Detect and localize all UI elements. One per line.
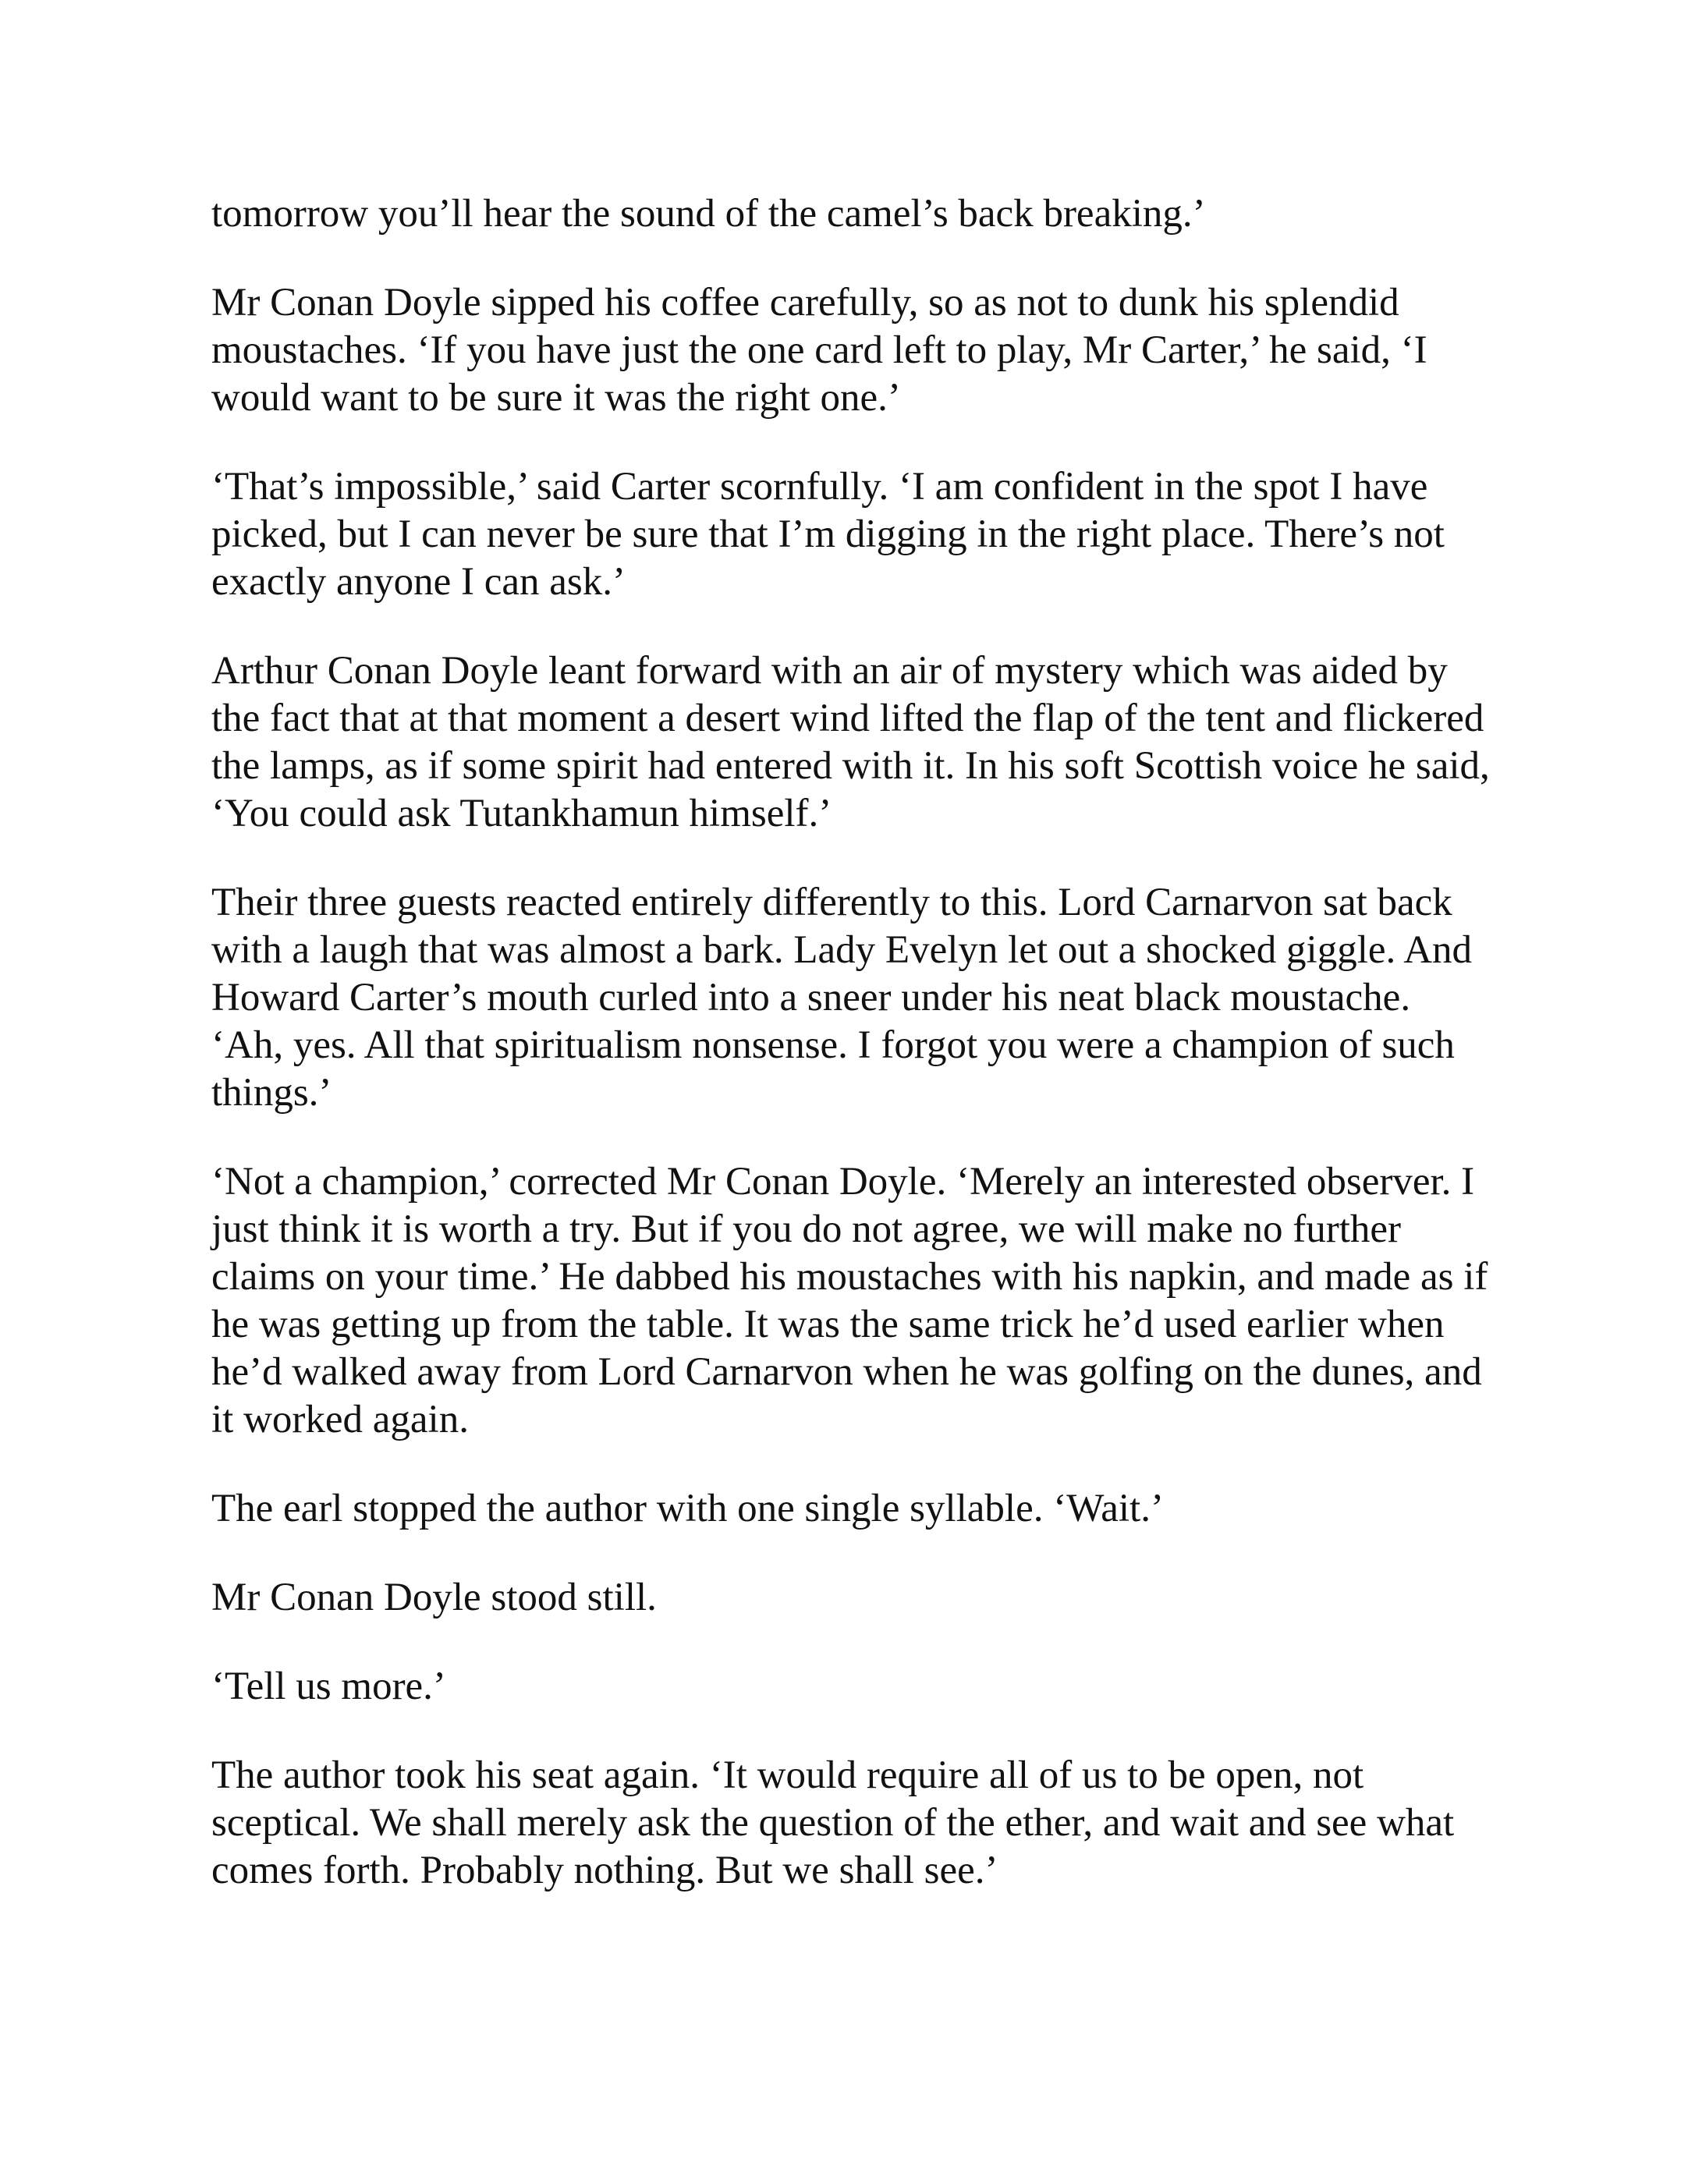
- paragraph-8: Mr Conan Doyle stood still.: [211, 1576, 657, 1619]
- paragraph-1: tomorrow you’ll hear the sound of the camel’s back breaking.’: [211, 192, 1206, 236]
- paragraph-5: Their three guests reacted entirely differently to this. Lord Carnarvon sat back with a laugh that was almost a bark. Lady Evelyn let out a shocked giggle. And Howard Carter’s mouth curled into a sneer under his neat black moustache. ‘Ah, yes. All that spiritualism nonsense. I forgot you were a champion of such things.’: [211, 881, 1473, 1115]
- paragraph-6: ‘Not a champion,’ corrected Mr Conan Doyle. ‘Merely an interested observer. I just think it is worth a try. But if you do not agree, we will make no further claims on your time.’ He dabbed his moustaches with his napkin, and made as if he was getting up from the table. It was the same trick he’d used earlier when he’d walked away from Lord Carnarvon when he was golfing on the dunes, and it worked again.: [211, 1160, 1488, 1441]
- paragraph-9: ‘Tell us more.’: [211, 1665, 446, 1708]
- paragraph-2: Mr Conan Doyle sipped his coffee carefully, so as not to dunk his splendid moustaches. ‘If you have just the one card left to play, Mr Carter,’ he said, ‘I would want to be sure it was the right one.’: [211, 281, 1427, 420]
- paragraph-10: The author took his seat again. ‘It would require all of us to be open, not sceptical. We shall merely ask the question of the ether, and wait and see what comes forth. Probably nothing. But we shall see.’: [211, 1753, 1455, 1892]
- paragraph-3: ‘That’s impossible,’ said Carter scornfully. ‘I am confident in the spot I have picked, but I can never be sure that I’m digging in the right place. There’s not exactly anyone I can ask.’: [211, 465, 1445, 604]
- paragraph-7: The earl stopped the author with one single syllable. ‘Wait.’: [211, 1487, 1164, 1530]
- body-text: [211, 190, 1491, 1936]
- paragraph-4: Arthur Conan Doyle leant forward with an air of mystery which was aided by the fact that at that moment a desert wind lifted the flap of the tent and flickered the lamps, as if some spirit had entered with it. In his soft Scottish voice he said, ‘You could ask Tutankhamun himself.’: [211, 649, 1490, 835]
